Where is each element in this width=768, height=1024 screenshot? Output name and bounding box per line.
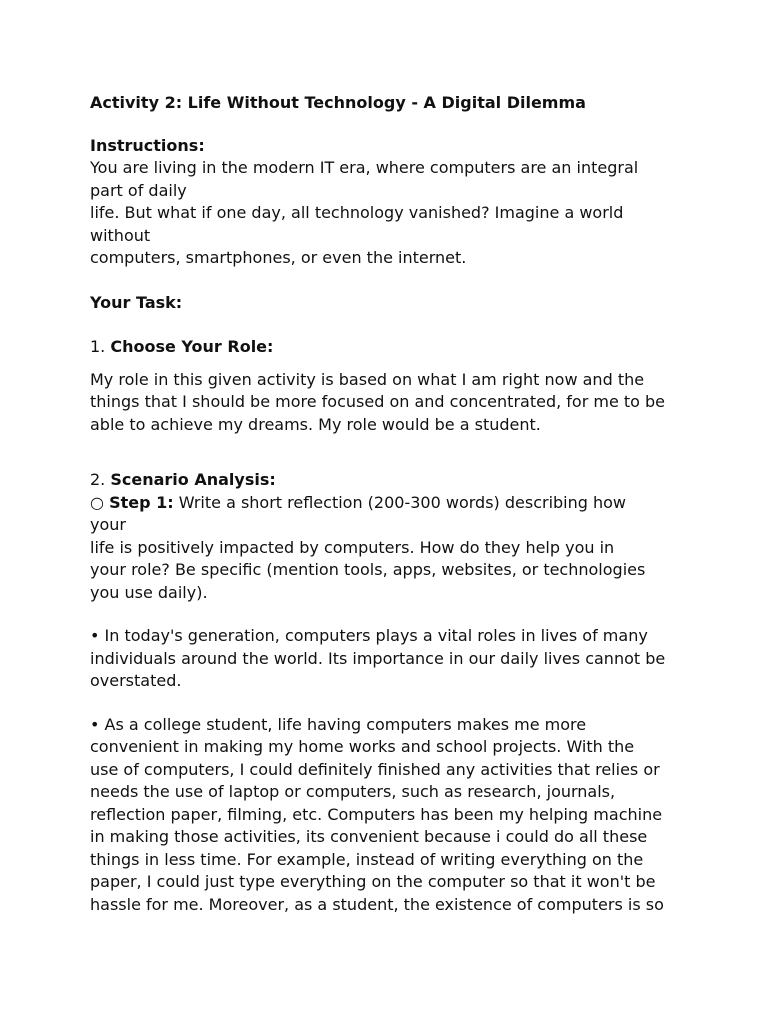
paragraph-line: convenient in making my home works and school projects. With the xyxy=(90,737,635,756)
paragraph-line: use of computers, I could definitely finished any activities that relies or xyxy=(90,759,660,779)
step1-section xyxy=(90,336,690,436)
document-page xyxy=(90,92,690,916)
instructions-line: part of daily xyxy=(90,180,187,200)
paragraph-line: needs the use of laptop or computers, such as research, journals, xyxy=(90,782,616,801)
paragraph-line: things in less time. For example, instead of writing everything on the xyxy=(90,849,644,869)
substep-line: life is positively impacted by computers. How do they help you in xyxy=(90,537,615,557)
step1-answer-line: things that I should be more focused on and concentrated, for me to be xyxy=(90,392,666,411)
substep-line: you use daily). xyxy=(90,582,208,602)
substep-text: Write a short reflection (200-300 words) describing how xyxy=(178,492,627,512)
paragraph-line: overstated. xyxy=(90,671,182,690)
step1-label: Choose Your Role: xyxy=(110,337,274,356)
step1-heading xyxy=(90,336,690,359)
task-heading: Your Task: xyxy=(90,292,183,312)
substep-line: your role? Be specific (mention tools, apps, websites, or technologies xyxy=(90,560,646,579)
instructions-line: life. But what if one day, all technology vanished? Imagine a world xyxy=(90,203,624,222)
step2-heading xyxy=(90,469,690,492)
paragraph-line: • As a college student, life having computers makes me more xyxy=(90,714,587,734)
reflection-paragraph-2 xyxy=(90,714,690,917)
task-section xyxy=(90,292,690,315)
substep-line: your xyxy=(90,515,126,534)
step2-substep-line xyxy=(90,492,690,515)
paragraph-line: paper, I could just type everything on the computer so that it won't be xyxy=(90,872,656,891)
instructions-line: computers, smartphones, or even the internet. xyxy=(90,248,467,267)
step1-number: 1. xyxy=(90,337,106,356)
instructions-section xyxy=(90,135,690,270)
document-title: Activity 2: Life Without Technology - A Digital Dilemma xyxy=(90,93,586,112)
step1-answer-line: able to achieve my dreams. My role would be a student. xyxy=(90,414,541,434)
hollow-bullet-icon: ○ xyxy=(90,492,104,512)
step2-label: Scenario Analysis: xyxy=(110,470,276,489)
instructions-line: You are living in the modern IT era, where computers are an integral xyxy=(90,158,639,177)
step2-section xyxy=(90,469,690,604)
reflection-paragraph-1 xyxy=(90,625,690,693)
paragraph-line: reflection paper, filming, etc. Computers has been my helping machine xyxy=(90,804,663,824)
step2-number: 2. xyxy=(90,470,106,489)
step1-answer-line: My role in this given activity is based on what I am right now and the xyxy=(90,369,645,389)
paragraph-line: • In today's generation, computers plays a vital roles in lives of many xyxy=(90,626,648,645)
paragraph-line: in making those activities, its convenient because i could do all these xyxy=(90,827,648,846)
substep-label: Step 1: xyxy=(109,492,174,512)
instructions-heading: Instructions: xyxy=(90,135,205,155)
paragraph-line: hassle for me. Moreover, as a student, the existence of computers is so xyxy=(90,894,664,914)
instructions-line: without xyxy=(90,225,151,245)
paragraph-line: individuals around the world. Its importance in our daily lives cannot be xyxy=(90,648,666,668)
